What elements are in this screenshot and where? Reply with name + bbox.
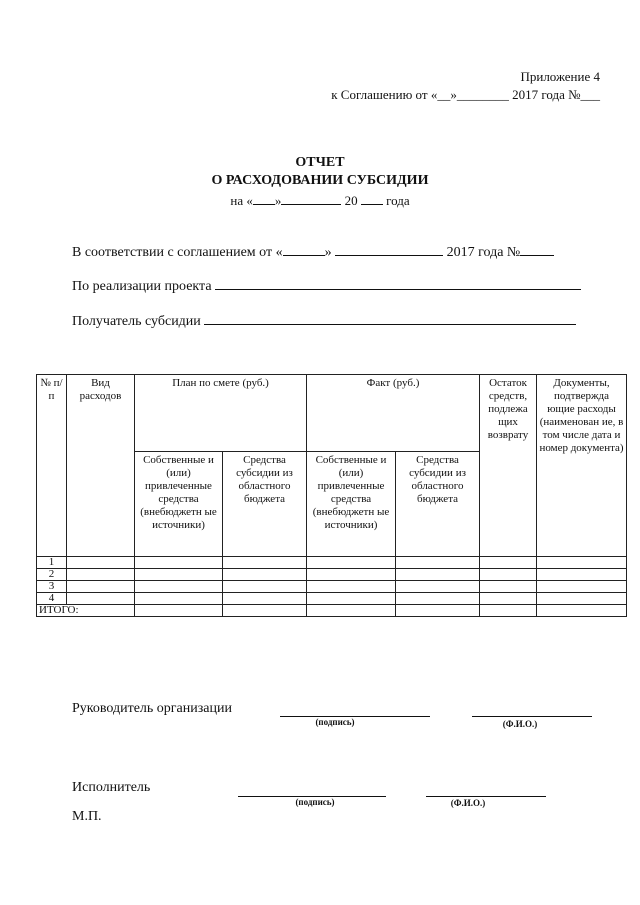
year-blank[interactable] [361,191,383,205]
cell[interactable] [223,581,307,593]
report-date-line [0,191,640,209]
header-documents: Документы, подтвержда ющие расходы (наименован ие, в том числе дата и номер документа) [537,375,627,557]
project-input-line[interactable] [215,276,581,290]
header-fact-own-funds: Собственные и (или) привлеченные средства (внебюджетн ые источники) [307,452,396,557]
cell[interactable] [537,605,627,617]
cell[interactable] [396,593,480,605]
agreement-day-blank[interactable] [283,242,325,256]
agreement-quote: » [324,245,332,260]
cell[interactable] [480,557,537,569]
appendix-label: Приложение 4 [520,69,600,84]
cell[interactable] [307,557,396,569]
agreement-number-blank[interactable] [520,242,554,256]
header-fact: Факт (руб.) [307,375,480,452]
seal-label: М.П. [72,809,102,824]
agreement-month-blank[interactable] [335,242,443,256]
date-prefix: на « [230,193,253,208]
header-number: № п/п [37,375,67,557]
row-number: 2 [37,569,67,581]
cell[interactable] [135,593,223,605]
header-plan-subsidy: Средства субсидии из областного бюджета [223,452,307,557]
table-header-row [37,375,627,452]
report-subtitle: О РАСХОДОВАНИИ СУБСИДИИ [211,173,429,188]
row-number: 1 [37,557,67,569]
cell[interactable] [67,593,135,605]
cell[interactable] [537,569,627,581]
expense-report-table [36,374,627,617]
project-label: По реализации проекта [72,279,212,294]
recipient-field-line [72,311,576,330]
cell[interactable] [223,605,307,617]
cell[interactable] [223,557,307,569]
cell[interactable] [135,581,223,593]
cell[interactable] [307,593,396,605]
cell[interactable] [135,557,223,569]
cell[interactable] [537,581,627,593]
row-number: 4 [37,593,67,605]
table-row [37,569,627,581]
head-name-caption: (Ф.И.О.) [502,719,538,729]
head-name-line[interactable] [472,716,592,717]
agreement-year: 2017 года № [446,245,521,260]
head-signature-caption: (подпись) [315,717,355,727]
executor-signature-caption: (подпись) [295,797,335,807]
cell[interactable] [480,605,537,617]
month-blank[interactable] [281,191,341,205]
cell[interactable] [307,569,396,581]
table-row [37,593,627,605]
project-field-line [72,276,581,295]
executor-name-line[interactable] [426,796,546,797]
day-blank[interactable] [253,191,275,205]
cell[interactable] [480,569,537,581]
cell[interactable] [480,593,537,605]
agreement-reference: к Соглашению от «__»________ 2017 года №___ [331,87,600,102]
cell[interactable] [67,557,135,569]
agreement-prefix: В соответствии с соглашением от « [72,245,283,260]
date-quote: » [274,193,282,208]
date-century: 20 [344,193,358,208]
cell[interactable] [396,569,480,581]
header-remainder: Остаток средств, подлежа щих возврату [480,375,537,557]
header-expense-type: Вид расходов [67,375,135,557]
cell[interactable] [396,581,480,593]
cell[interactable] [537,557,627,569]
cell[interactable] [480,581,537,593]
recipient-input-line[interactable] [204,311,576,325]
cell[interactable] [537,593,627,605]
header-plan-own-funds: Собственные и (или) привлеченные средства (внебюджетн ые источники) [135,452,223,557]
executor-name-caption: (Ф.И.О.) [450,798,486,808]
report-title: ОТЧЕТ [295,155,345,170]
agreement-field-line [72,242,554,261]
cell[interactable] [135,605,223,617]
cell[interactable] [223,593,307,605]
table-total-row [37,605,627,617]
cell[interactable] [307,605,396,617]
header-fact-subsidy: Средства субсидии из областного бюджета [396,452,480,557]
table-row [37,557,627,569]
cell[interactable] [396,605,480,617]
total-label: ИТОГО: [37,605,135,617]
table-row [37,581,627,593]
cell[interactable] [67,569,135,581]
recipient-label: Получатель субсидии [72,314,201,329]
executor-label: Исполнитель [72,780,151,795]
cell[interactable] [135,569,223,581]
header-plan: План по смете (руб.) [135,375,307,452]
row-number: 3 [37,581,67,593]
cell[interactable] [307,581,396,593]
date-suffix: года [386,193,410,208]
cell[interactable] [223,569,307,581]
cell[interactable] [396,557,480,569]
cell[interactable] [67,581,135,593]
head-label: Руководитель организации [72,701,232,716]
